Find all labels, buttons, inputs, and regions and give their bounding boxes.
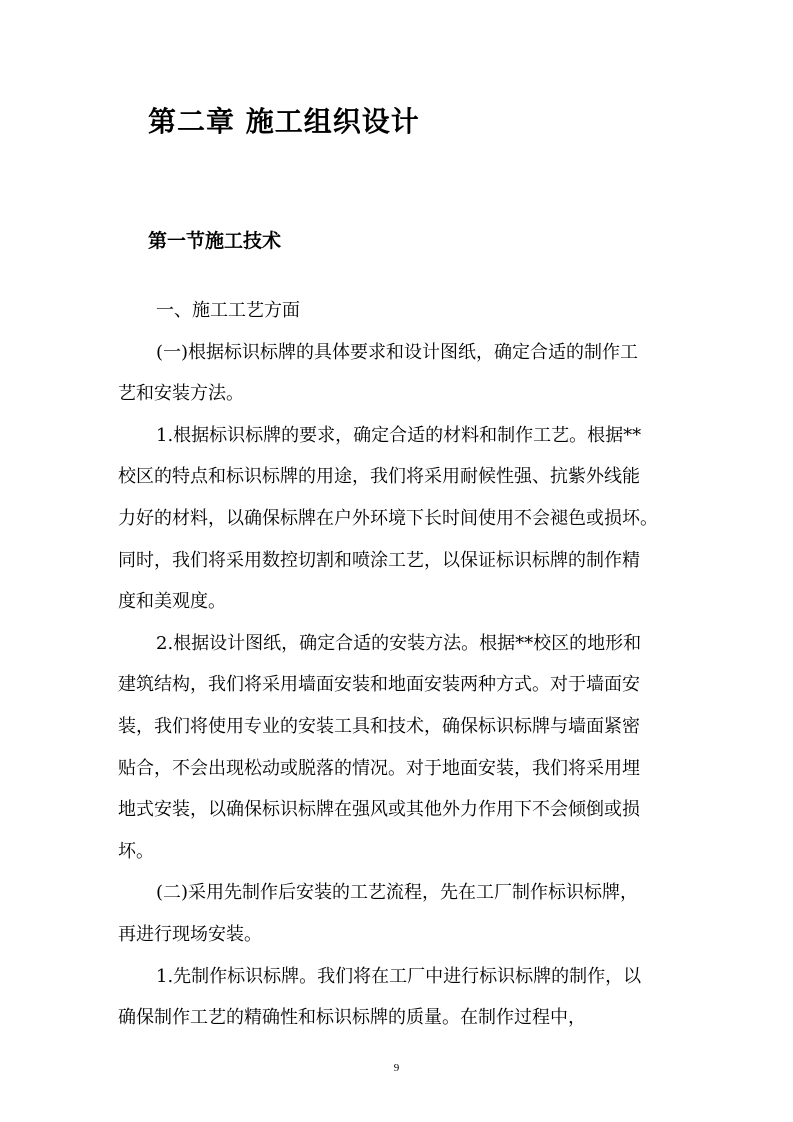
text-line: 再进行现场安装。 [118, 923, 262, 945]
text-line: 校区的特点和标识标牌的用途，我们将采用耐候性强、抗紫外线能 [118, 466, 640, 488]
text-line: 装，我们将使用专业的安装工具和技术，确保标识标牌与墙面紧密 [118, 715, 640, 737]
text-line: 2.根据设计图纸，确定合适的安装方法。根据**校区的地形和 [156, 632, 642, 654]
text-line: 同时，我们将采用数控切割和喷涂工艺，以保证标识标牌的制作精 [118, 549, 640, 571]
text-line: 地式安装，以确保标识标牌在强风或其他外力作用下不会倾倒或损 [118, 799, 640, 821]
text-line: 贴合，不会出现松动或脱落的情况。对于地面安装，我们将采用埋 [118, 757, 640, 779]
text-line: 力好的材料，以确保标牌在户外环境下长时间使用不会褪色或损坏。 [118, 507, 658, 529]
text-line: 1.先制作标识标牌。我们将在工厂中进行标识标牌的制作，以 [156, 965, 642, 987]
text-line: (二)采用先制作后安装的工艺流程，先在工厂制作标识标牌， [156, 882, 639, 904]
text-line: 度和美观度。 [118, 591, 226, 613]
page-number: 9 [393, 1062, 400, 1074]
text-line: 确保制作工艺的精确性和标识标牌的质量。在制作过程中， [118, 1007, 586, 1029]
section-title: 第一节施工技术 [148, 230, 282, 252]
body-text [118, 290, 678, 1039]
text-line: 坏。 [118, 840, 154, 862]
chapter-title: 第二章 施工组织设计 [148, 105, 420, 138]
text-line: 一、施工工艺方面 [156, 300, 300, 321]
text-line: (一)根据标识标牌的具体要求和设计图纸，确定合适的制作工 [156, 341, 639, 363]
text-line: 建筑结构，我们将采用墙面安装和地面安装两种方式。对于墙面安 [118, 674, 640, 696]
text-line: 艺和安装方法。 [118, 383, 244, 405]
text-line: 1.根据标识标牌的要求，确定合适的材料和制作工艺。根据** [156, 424, 642, 446]
